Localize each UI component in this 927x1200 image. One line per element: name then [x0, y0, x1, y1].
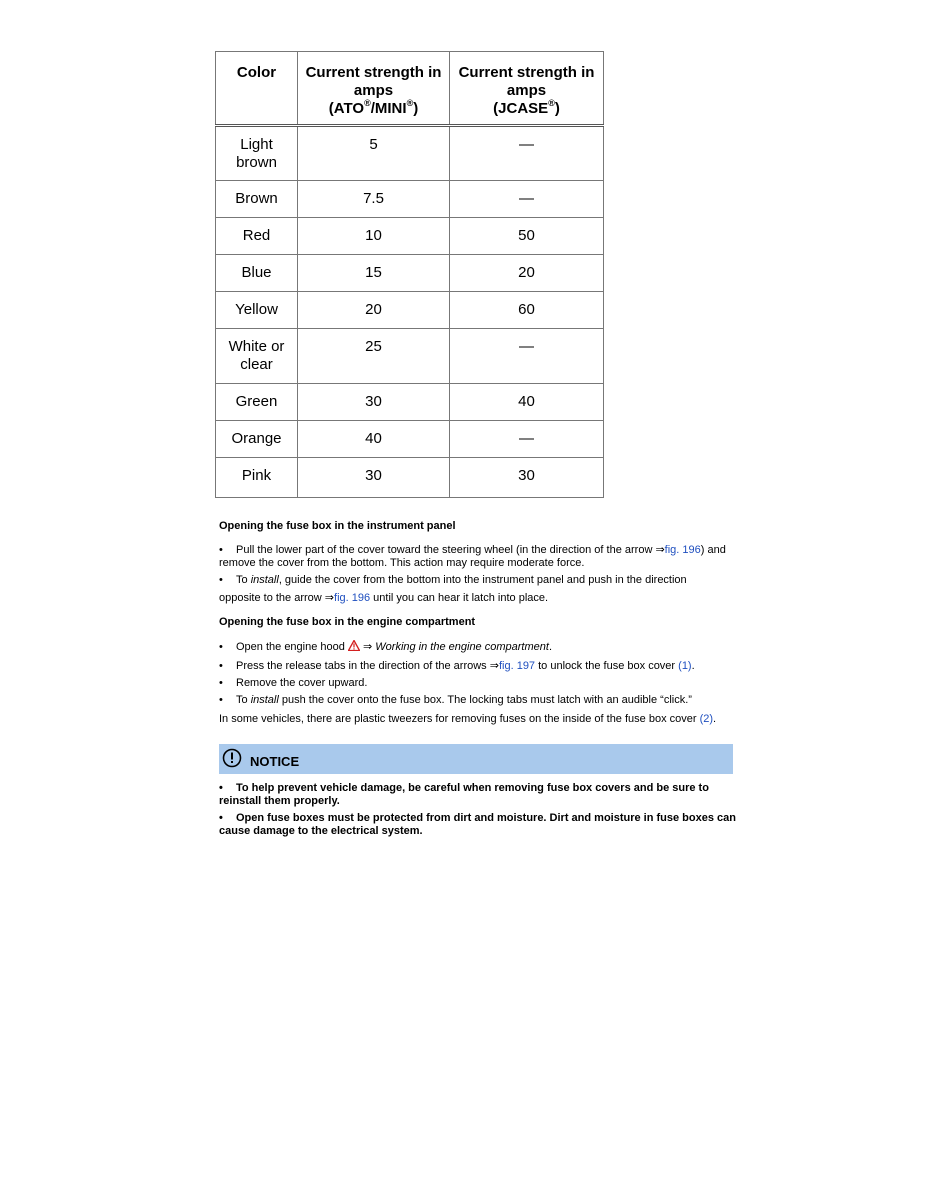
- table-row: [216, 384, 604, 421]
- bullet-symbol: •: [219, 677, 223, 689]
- section-heading-engine-compartment: Opening the fuse box in the engine compartment: [219, 616, 476, 628]
- arrow-icon: ⇒: [489, 660, 499, 672]
- table-row: [216, 181, 604, 218]
- cell-jcase: —: [450, 329, 604, 384]
- bullet-symbol: •: [219, 812, 223, 824]
- section-heading-instrument-panel: Opening the fuse box in the instrument panel: [219, 520, 456, 532]
- cell-color: Light brown: [216, 126, 298, 181]
- table-row: [216, 421, 604, 458]
- cell-color: Red: [216, 218, 298, 255]
- list-item-continuation: opposite to the arrow ⇒fig. 196 until you can hear it latch into place.: [219, 592, 549, 604]
- bullet-symbol: •: [219, 641, 223, 653]
- table-row: [216, 255, 604, 292]
- cell-color: Brown: [216, 181, 298, 218]
- fig-196-link[interactable]: fig. 196: [664, 544, 701, 556]
- notice-item: • Open fuse boxes must be protected from dirt and moisture. Dirt and moisture in fuse boxes can cause damage to the electrical system.: [219, 812, 736, 837]
- cell-color: White or clear: [216, 329, 298, 384]
- table-row: [216, 292, 604, 329]
- cell-jcase: 20: [450, 255, 604, 292]
- callout-1-link[interactable]: (1): [678, 660, 692, 672]
- list-item: • Open the engine hood ⇒ Working in the engine compartment.: [219, 641, 552, 653]
- cell-ato: 30: [298, 384, 450, 421]
- list-item: • Press the release tabs in the direction of the arrows ⇒fig. 197 to unlock the fuse box cover (1).: [219, 660, 695, 672]
- cell-jcase: 40: [450, 384, 604, 421]
- notice-label: NOTICE: [250, 754, 300, 769]
- bullet-symbol: •: [219, 694, 223, 706]
- notice-item: • To help prevent vehicle damage, be careful when removing fuse box covers and be sure to reinstall them properly.: [219, 782, 709, 807]
- arrow-icon: ⇒: [324, 592, 335, 604]
- cell-ato: 5: [298, 126, 450, 181]
- cell-color: Blue: [216, 255, 298, 292]
- table-row: [216, 218, 604, 255]
- exclamation-circle-icon: [222, 748, 242, 768]
- cross-reference: Working in the engine compartment: [375, 641, 549, 653]
- arrow-icon: ⇒: [655, 544, 665, 556]
- cell-ato: 30: [298, 458, 450, 498]
- cell-color: Yellow: [216, 292, 298, 329]
- list-item: • To install push the cover onto the fuse box. The locking tabs must latch with an audible “click.”: [219, 694, 692, 706]
- cell-ato: 20: [298, 292, 450, 329]
- cell-jcase: —: [450, 126, 604, 181]
- paragraph: In some vehicles, there are plastic tweezers for removing fuses on the inside of the fuse box cover (2).: [219, 713, 717, 725]
- bullet-symbol: •: [219, 660, 223, 672]
- header-jcase: Current strength in amps (JCASE®): [450, 52, 604, 126]
- cell-jcase: 60: [450, 292, 604, 329]
- fig-197-link[interactable]: fig. 197: [498, 660, 536, 672]
- fuse-table: [215, 51, 604, 498]
- table-row: [216, 126, 604, 181]
- cell-ato: 15: [298, 255, 450, 292]
- cell-jcase: 50: [450, 218, 604, 255]
- list-item: • Remove the cover upward.: [219, 677, 368, 689]
- notice-banner: [219, 744, 733, 774]
- header-color: Color: [216, 52, 298, 126]
- cell-jcase: 30: [450, 458, 604, 498]
- bullet-symbol: •: [219, 574, 223, 586]
- table-row: [216, 329, 604, 384]
- bullet-symbol: •: [219, 544, 223, 556]
- callout-2-link[interactable]: (2): [699, 713, 714, 725]
- cell-ato: 40: [298, 421, 450, 458]
- table-row: [216, 458, 604, 498]
- arrow-icon: ⇒: [363, 641, 373, 653]
- list-item: • Pull the lower part of the cover toward the steering wheel (in the direction of the arrow ⇒fig. 196) and remove the cover from the bottom. This action may require moderate force.: [219, 544, 726, 569]
- cell-color: Green: [216, 384, 298, 421]
- table-header-row: [216, 52, 604, 126]
- list-item: • To install, guide the cover from the bottom into the instrument panel and push in the direction: [219, 574, 687, 586]
- cell-color: Orange: [216, 421, 298, 458]
- cell-jcase: —: [450, 421, 604, 458]
- cell-jcase: —: [450, 181, 604, 218]
- cell-ato: 7.5: [298, 181, 450, 218]
- cell-ato: 10: [298, 218, 450, 255]
- header-ato-mini: Current strength in amps (ATO®/MINI®): [298, 52, 450, 126]
- bullet-symbol: •: [219, 782, 223, 794]
- warning-triangle-icon: [348, 640, 360, 651]
- cell-ato: 25: [298, 329, 450, 384]
- cell-color: Pink: [216, 458, 298, 498]
- fig-196-link[interactable]: fig. 196: [334, 592, 371, 604]
